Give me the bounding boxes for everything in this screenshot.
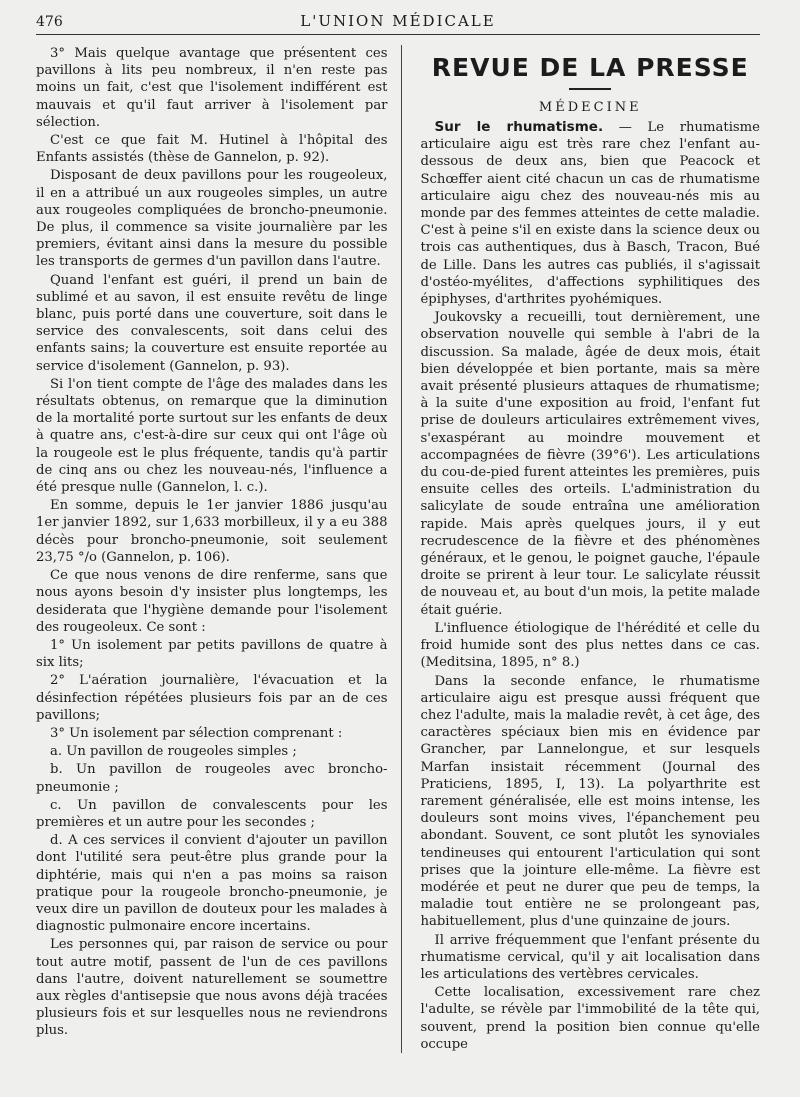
paragraph: Joukovsky a recueilli, tout dernièrement, une observation nouvelle qui semble à l'abri de la discussion. Sa malade, âgée de deux mois, était bien développée et bien portante, mais sa mère avait présenté plusieurs attaques de rhumatisme; à la suite d'une exposition au froid, l'enfant fut prise de douleurs articulaires extrêmement vives, s'exaspérant au moindre mouvement et accompagnées de fièvre (39°6'). Les articulations du cou-de-pied furent atteintes les premières, puis ensuite celles des orteils. L'administration du salicylate de soude entraîna une amélioration rapide. Mais après quelques jours, il y eut recrudescence de la fièvre et des phénomènes généraux, et le genou, le poignet gauche, l'épaule droite se prirent à leur tour. Le salicylate réussit de nouveau et, au bout d'un mois, la petite malade était guérie. — [420, 310, 760, 618]
list-item: 1° Un isolement par petits pavillons de quatre à six lits; — [36, 637, 388, 671]
paragraph: Il arrive fréquemment que l'enfant présente du rhumatisme cervical, qu'il y ait localisation dans les articulations des vertèbres cervicales. — [420, 932, 760, 982]
article-title: Sur le rhumatisme. — [434, 119, 604, 135]
running-header — [36, 12, 760, 35]
two-column-body — [36, 45, 760, 1053]
journal-title: L'UNION MÉDICALE — [300, 12, 496, 30]
right-column — [402, 45, 760, 1053]
left-column — [36, 45, 402, 1053]
list-item: a. Un pavillon de rougeoles simples ; — [50, 744, 297, 760]
list-item: d. A ces services il convient d'ajouter un pavillon dont l'utilité sera peut-être plus grande pour la diphtérie, mais qui n'en a pas moins sa raison pratique pour la rougeole broncho-pneumonie, je veux dire un pavillon de douteux pour les malades à diagnostic pulmonaire encore incertains. — [36, 833, 388, 935]
paragraph: En somme, depuis le 1er janvier 1886 jusqu'au 1er janvier 1892, sur 1,633 morbilleux, il y a eu 388 décès pour broncho-pneumonie, soit seulement 23,75 °/o (Gannelon, p. 106). — [36, 498, 388, 565]
list-item: b. Un pavillon de rougeoles avec broncho-pneumonie ; — [36, 762, 388, 795]
paragraph: Cette localisation, excessivement rare chez l'adulte, se révèle par l'immobilité de la tête qui, souvent, prend la position bien connue qu'elle occupe — [420, 985, 760, 1052]
paragraph: C'est ce que fait M. Hutinel à l'hôpital des Enfants assistés (thèse de Gannelon, p. 92). — [36, 133, 388, 166]
subsection-heading: MÉDECINE — [538, 100, 642, 115]
paragraph-text: — Le rhumatisme articulaire aigu est très rare chez l'enfant au-dessous de deux ans, bien que Peacock et Schœffer aient cité chacun un cas de rhumatisme articulaire aigu chez des nouveau-nés mis au monde par des femmes atteintes de cette maladie. C'est à peine s'il en existe dans la science deux ou trois cas authentiques, dus à Basch, Tracon, Bué de Lille. Dans les autres cas publiés, il s'agissait d'ostéo-myélites, d'affections syphilitiques des épiphyses, d'arthrites pyohémiques. — [420, 120, 760, 308]
paragraph: Les personnes qui, par raison de service ou pour tout autre motif, passent de l'un de ces pavillons dans l'autre, doivent naturellement se soumettre aux règles d'antisepsie que nous avons déjà tracées plusieurs fois et sur lesquelles nous ne reviendrons plus. — [36, 937, 388, 1039]
page-number: 476 — [36, 14, 63, 30]
list-item: c. Un pavillon de convalescents pour les premières et un autre pour les secondes ; — [36, 797, 388, 830]
paragraph: Si l'on tient compte de l'âge des malades dans les résultats obtenus, on remarque que la diminution de la mortalité porte surtout sur les enfants de deux à quatre ans, c'est-à-dire sur ceux qui ont l'âge où la rougeole est le plus fréquente, tandis qu'à partir de cinq ans ou chez les nouveau-nés, l'influence a été presque nulle (Gannelon, l. c.). — [36, 376, 388, 496]
list-item: 2° L'aération journalière, l'évacuation et la désinfection répétées plusieurs fois par an de ces pavillons; — [36, 673, 388, 723]
title-rule — [569, 88, 611, 90]
list-item: 3° Un isolement par sélection comprenant : — [50, 725, 343, 741]
paragraph: Ce que nous venons de dire renferme, sans que nous ayons besoin d'y insister plus longtemps, les desiderata que l'hygiène demande pour l'isolement des rougeoleux. Ce sont : — [36, 568, 388, 635]
section-title: REVUE DE LA PRESSE — [431, 53, 749, 82]
paragraph: Dans la seconde enfance, le rhumatisme articulaire aigu est presque aussi fréquent que chez l'adulte, mais la maladie revêt, à cet âge, des caractères spéciaux bien mis en évidence par Grancher, par Lannelongue, et sur lesquels Marfan insistait récemment (Journal des Praticiens, 1895, I, 13). La polyarthrite est rarement généralisée, elle est moins intense, les douleurs sont moins vives, l'épanchement peu abondant. Souvent, ce sont plutôt les synoviales tendineuses qui entourent l'articulation qui sont prises que la jointure elle-même. La fièvre est modérée et peut ne durer que peu de temps, la maladie tout entière ne se prolongeant pas, habituellement, plus d'une quinzaine de jours. — [420, 673, 760, 930]
paragraph: Quand l'enfant est guéri, il prend un bain de sublimé et au savon, il est ensuite revêtu de linge blanc, puis porté dans une couverture, soit dans le service des convalescents, soit dans celui des enfants sains; la couverture est ensuite reportée au service d'isolement (Gannelon, p. 93). — [36, 272, 388, 374]
paragraph: Disposant de deux pavillons pour les rougeoleux, il en a attribué un aux rougeoles simples, un autre aux rougeoles compliquées de broncho-pneumonie. De plus, il commence sa visite journalière par les premiers, évitant ainsi dans la mesure du possible les transports de germes d'un pavillon dans l'autre. — [36, 168, 388, 270]
paragraph: 3° Mais quelque avantage que présentent ces pavillons à lits peu nombreux, il n'en reste pas moins un fait, c'est que l'isolement indifférent est mauvais et qu'il faut arriver à l'isolement par sélection. — [36, 46, 388, 130]
paragraph: L'influence étiologique de l'hérédité et celle du froid humide sont des plus nettes dans ce cas. (Meditsina, 1895, n° 8.) — [420, 620, 760, 671]
paragraph — [420, 119, 760, 308]
